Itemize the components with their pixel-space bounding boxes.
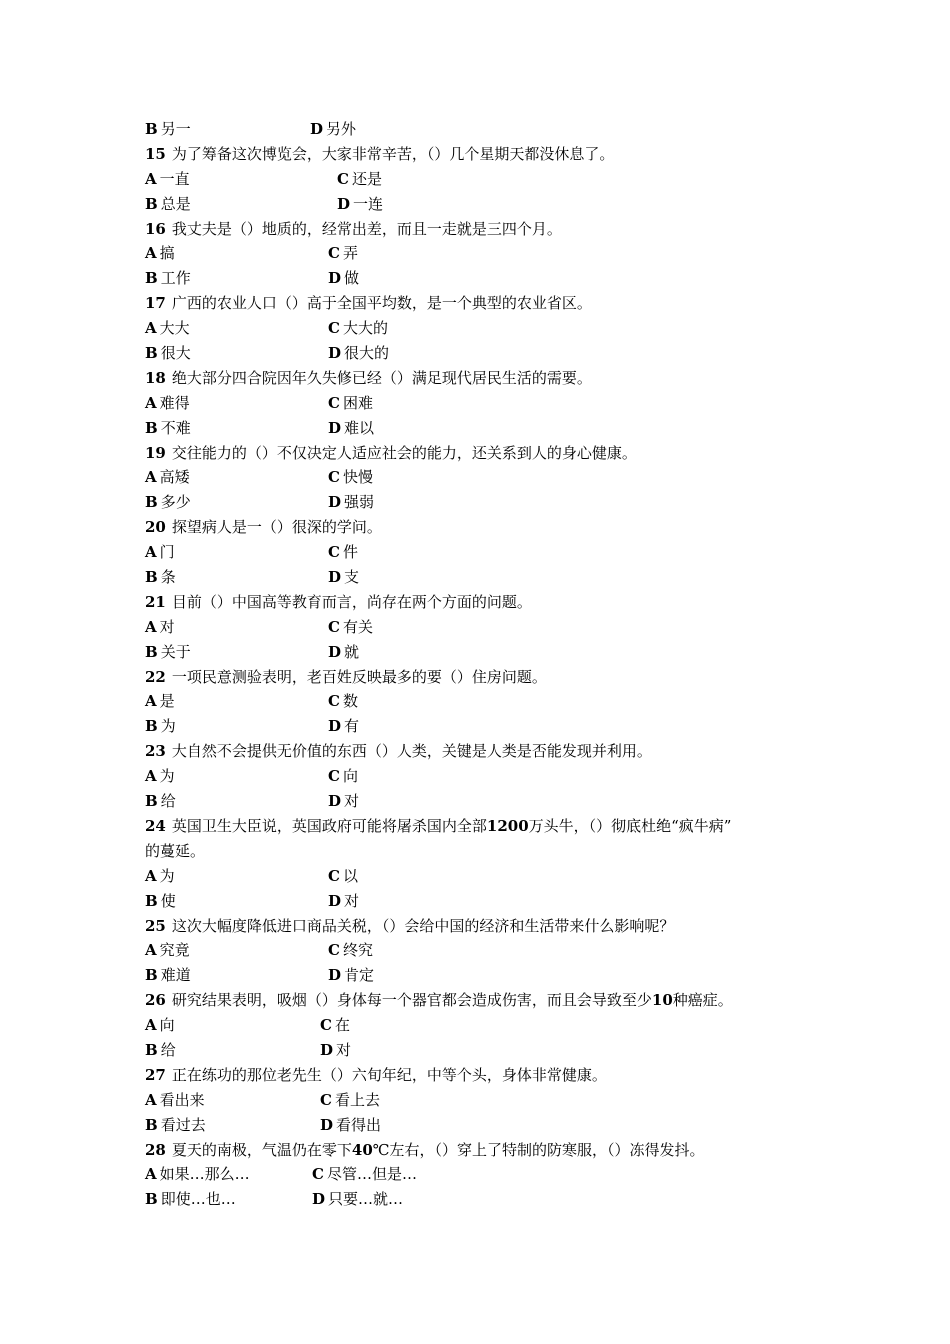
text-span: 看得出 [336,1115,382,1134]
text-span: 正在练功的那位老先生（）六旬年纪，中等个头，身体非常健康。 [171,1065,607,1084]
option-letter: A [145,169,157,188]
question-15 [145,142,825,167]
text-span: 目前（）中国高等教育而言，尚存在两个方面的问题。 [171,592,532,611]
option-row [145,1162,825,1187]
option-d [310,117,356,142]
text-span: 研究结果表明，吸烟（）身体每一个器官都会造成伤害，而且会导致至少 [171,991,652,1010]
question-21 [145,590,825,615]
text-span: 门 [159,543,175,562]
text-span: 难道 [160,966,191,985]
question-number: 18 [145,368,166,387]
question-26 [145,988,825,1013]
option-letter: D [337,194,351,213]
option-c [328,764,358,789]
text-span: 为 [160,717,176,736]
option-c [312,1162,417,1187]
option-letter: B [145,792,158,811]
text-span: 以 [342,866,358,885]
option-letter: C [328,393,340,412]
option-letter: A [145,244,157,263]
option-row [145,889,825,914]
question-number: 23 [145,742,166,761]
option-row [145,963,825,988]
question-number: 17 [145,294,166,313]
text-span: 另外 [326,120,357,138]
option-b [145,117,191,142]
option-letter: D [328,344,342,363]
text-span: 为 [159,866,175,885]
option-c [328,615,373,640]
text-span: 向 [159,1016,175,1035]
option-b [145,341,191,366]
option-letter: C [328,692,340,711]
text-span: 不难 [160,418,191,437]
option-row [145,241,825,266]
option-letter: A [145,319,157,338]
text-span: 对 [336,1040,352,1059]
option-letter: C [328,617,340,636]
option-letter: D [328,717,342,736]
option-a [145,167,190,192]
text-span: 交往能力的（）不仅决定人适应社会的能力，还关系到人的身心健康。 [171,443,637,462]
question-number: 27 [145,1065,166,1084]
option-row [145,1113,825,1138]
option-letter: B [145,120,158,138]
option-row [145,316,825,341]
option-row [145,391,825,416]
text-span: 只要…就… [328,1190,404,1209]
question-24-continuation [145,839,825,864]
option-c [320,1088,380,1113]
question-22 [145,665,825,690]
option-a [145,465,190,490]
text-span: 种癌症。 [672,991,733,1010]
option-row [145,416,825,441]
question-number: 20 [145,518,166,537]
option-row [145,266,825,291]
option-letter: C [328,767,340,786]
option-b [145,192,191,217]
option-d [328,341,389,366]
option-row [145,640,825,665]
text-span: 如果…那么… [159,1165,250,1184]
option-row [145,192,825,217]
option-row [145,764,825,789]
option-b [145,714,176,739]
option-letter: D [328,891,342,910]
text-span: 一项民意测验表明，老百姓反映最多的要（）住房问题。 [171,667,547,686]
option-letter: A [145,1165,157,1184]
text-span: 对 [344,792,360,811]
text-span: 对 [159,617,175,636]
option-letter: D [312,1190,326,1209]
question-number: 15 [145,144,166,163]
option-c [337,167,382,192]
text-span: 总是 [160,194,191,213]
text-span: 就 [344,642,360,661]
text-span: 难以 [344,418,375,437]
text-span: 弄 [342,244,358,263]
option-letter: D [328,966,342,985]
option-row [145,167,825,192]
option-d [328,714,359,739]
text-span: 对 [344,891,360,910]
option-d [328,565,359,590]
option-letter: D [310,120,324,138]
text-span: 件 [342,543,358,562]
option-letter: B [145,717,158,736]
option-a [145,540,175,565]
option-d [328,416,374,441]
text-span: 多少 [160,493,191,512]
text-span: 英国卫生大臣说，英国政府可能将屠杀国内全部 [171,816,487,835]
option-row [145,615,825,640]
option-c [328,391,373,416]
option-a [145,615,175,640]
text-span: 万头牛，（）彻底杜绝“疯牛病” [528,816,732,835]
option-b [145,266,191,291]
option-letter: D [328,642,342,661]
text-span: 为了筹备这次博览会，大家非常辛苦，（）几个星期天都没休息了。 [171,144,615,163]
option-letter: B [145,418,158,437]
text-span: 尽管…但是… [326,1165,417,1184]
text-span: 1200 [486,816,529,835]
question-number: 25 [145,916,166,935]
option-b [145,1187,236,1212]
option-letter: C [320,1016,332,1035]
option-letter: C [312,1165,324,1184]
question-number: 22 [145,667,166,686]
question-19 [145,441,825,466]
option-d [320,1038,351,1063]
question-18 [145,366,825,391]
option-b [145,1038,176,1063]
option-letter: D [328,568,342,587]
option-letter: B [145,1115,158,1134]
option-letter: D [328,269,342,288]
option-letter: C [328,866,340,885]
option-row [145,714,825,739]
option-letter: A [145,767,157,786]
option-letter: D [320,1115,334,1134]
option-c [328,938,373,963]
text-span: 是 [159,692,175,711]
option-letter: C [337,169,349,188]
option-c [328,689,358,714]
option-b [145,789,176,814]
question-number: 26 [145,991,166,1010]
option-letter: D [328,418,342,437]
text-span: 数 [342,692,358,711]
question-28 [145,1138,825,1163]
text-span: 看出来 [159,1090,205,1109]
option-a [145,864,175,889]
option-letter: A [145,617,157,636]
question-20 [145,515,825,540]
option-row [145,1088,825,1113]
option-c [328,540,358,565]
option-d [328,889,359,914]
question-25 [145,914,825,939]
question-17 [145,291,825,316]
option-d [337,192,383,217]
option-letter: B [145,194,158,213]
option-row [145,864,825,889]
option-c [328,316,388,341]
text-span: 很大 [160,344,191,363]
option-row [145,1013,825,1038]
option-b [145,640,191,665]
question-number: 16 [145,219,166,238]
text-span: 强弱 [344,493,375,512]
option-b [145,963,191,988]
text-span: 给 [160,792,176,811]
option-letter: B [145,891,158,910]
option-letter: B [145,1190,158,1209]
option-letter: A [145,1016,157,1035]
option-letter: A [145,866,157,885]
text-span: 还是 [351,169,382,188]
option-letter: A [145,468,157,487]
option-c [328,241,358,266]
option-row [145,1038,825,1063]
option-row [145,689,825,714]
text-span: 即使…也… [160,1190,236,1209]
text-span: 支 [344,568,360,587]
text-span: 快慢 [342,468,373,487]
question-27 [145,1063,825,1088]
option-letter: D [320,1040,334,1059]
option-d [328,789,359,814]
option-d [320,1113,381,1138]
option-d [328,640,359,665]
option-letter: A [145,1090,157,1109]
option-b [145,889,176,914]
option-letter: B [145,493,158,512]
option-row [145,490,825,515]
text-span: 夏天的南极，气温仍在零下 [171,1140,352,1159]
option-letter: B [145,568,158,587]
option-letter: B [145,642,158,661]
text-span: 另一 [160,120,191,138]
text-span: 很大的 [344,344,390,363]
text-span: 广西的农业人口（）高于全国平均数，是一个典型的农业省区。 [171,294,592,313]
option-d [328,266,359,291]
option-b [145,416,191,441]
option-row [145,465,825,490]
question-23 [145,739,825,764]
question-16 [145,217,825,242]
text-span: 究竟 [159,941,190,960]
option-d [328,963,374,988]
text-span: 绝大部分四合院因年久失修已经（）满足现代居民生活的需要。 [171,368,592,387]
text-span: 一连 [353,194,384,213]
option-row [145,938,825,963]
text-span: 搞 [159,244,175,263]
text-span: 难得 [159,393,190,412]
option-a [145,391,190,416]
question-number: 28 [145,1140,166,1159]
text-span: 肯定 [344,966,375,985]
exercise-list [145,117,825,1212]
text-span: 看过去 [160,1115,206,1134]
text-span: 为 [159,767,175,786]
option-a [145,689,175,714]
option-a [145,241,175,266]
option-letter: D [328,493,342,512]
text-span: 探望病人是一（）很深的学问。 [171,518,382,537]
question-number: 21 [145,592,166,611]
option-letter: A [145,941,157,960]
text-span: 大大 [159,319,190,338]
option-letter: C [328,244,340,263]
option-a [145,938,190,963]
text-span: 困难 [342,393,373,412]
text-span: 做 [344,269,360,288]
text-span: 关于 [160,642,191,661]
text-span: 我丈夫是（）地质的，经常出差，而且一走就是三四个月。 [171,219,562,238]
option-letter: A [145,393,157,412]
option-a [145,1013,175,1038]
option-letter: D [328,792,342,811]
option-letter: B [145,1040,158,1059]
text-span: 10 [651,991,673,1010]
text-span: 40 [351,1140,373,1159]
text-span: 有关 [342,617,373,636]
option-letter: C [328,319,340,338]
option-letter: B [145,269,158,288]
text-span: 使 [160,891,176,910]
option-letter: C [320,1090,332,1109]
option-letter: B [145,966,158,985]
option-a [145,316,190,341]
text-span: 这次大幅度降低进口商品关税，（）会给中国的经济和生活带来什么影响呢？ [171,916,675,935]
text-span: 大自然不会提供无价值的东西（）人类，关键是人类是否能发现并利用。 [171,742,652,761]
text-span: 工作 [160,269,191,288]
option-letter: C [328,468,340,487]
option-c [328,465,373,490]
option-letter: A [145,692,157,711]
option-letter: A [145,543,157,562]
text-span: ℃左右，（）穿上了特制的防寒服，（）冻得发抖。 [372,1140,705,1159]
text-span: 条 [160,568,176,587]
option-d [328,490,374,515]
option-row [145,341,825,366]
question-number: 19 [145,443,166,462]
text-span: 给 [160,1040,176,1059]
option-letter: C [328,543,340,562]
option-b [145,565,176,590]
option-row [145,1187,825,1212]
text-span: 向 [342,767,358,786]
text-span: 在 [334,1016,350,1035]
text-span: 高矮 [159,468,190,487]
option-b [145,490,191,515]
option-b [145,1113,206,1138]
option-letter: B [145,344,158,363]
option-a [145,764,175,789]
text-span: 终究 [342,941,373,960]
option-row [145,789,825,814]
option-c [328,864,358,889]
option-a [145,1088,205,1113]
question-24 [145,814,825,839]
option-c [320,1013,350,1038]
option-letter: C [328,941,340,960]
question-number: 24 [145,816,166,835]
option-row [145,117,825,142]
option-row [145,565,825,590]
text-span: 看上去 [334,1090,380,1109]
text-span: 的蔓延。 [145,841,206,860]
text-span: 大大的 [342,319,388,338]
option-d [312,1187,403,1212]
text-span: 有 [344,717,360,736]
text-span: 一直 [159,169,190,188]
option-row [145,540,825,565]
option-a [145,1162,250,1187]
